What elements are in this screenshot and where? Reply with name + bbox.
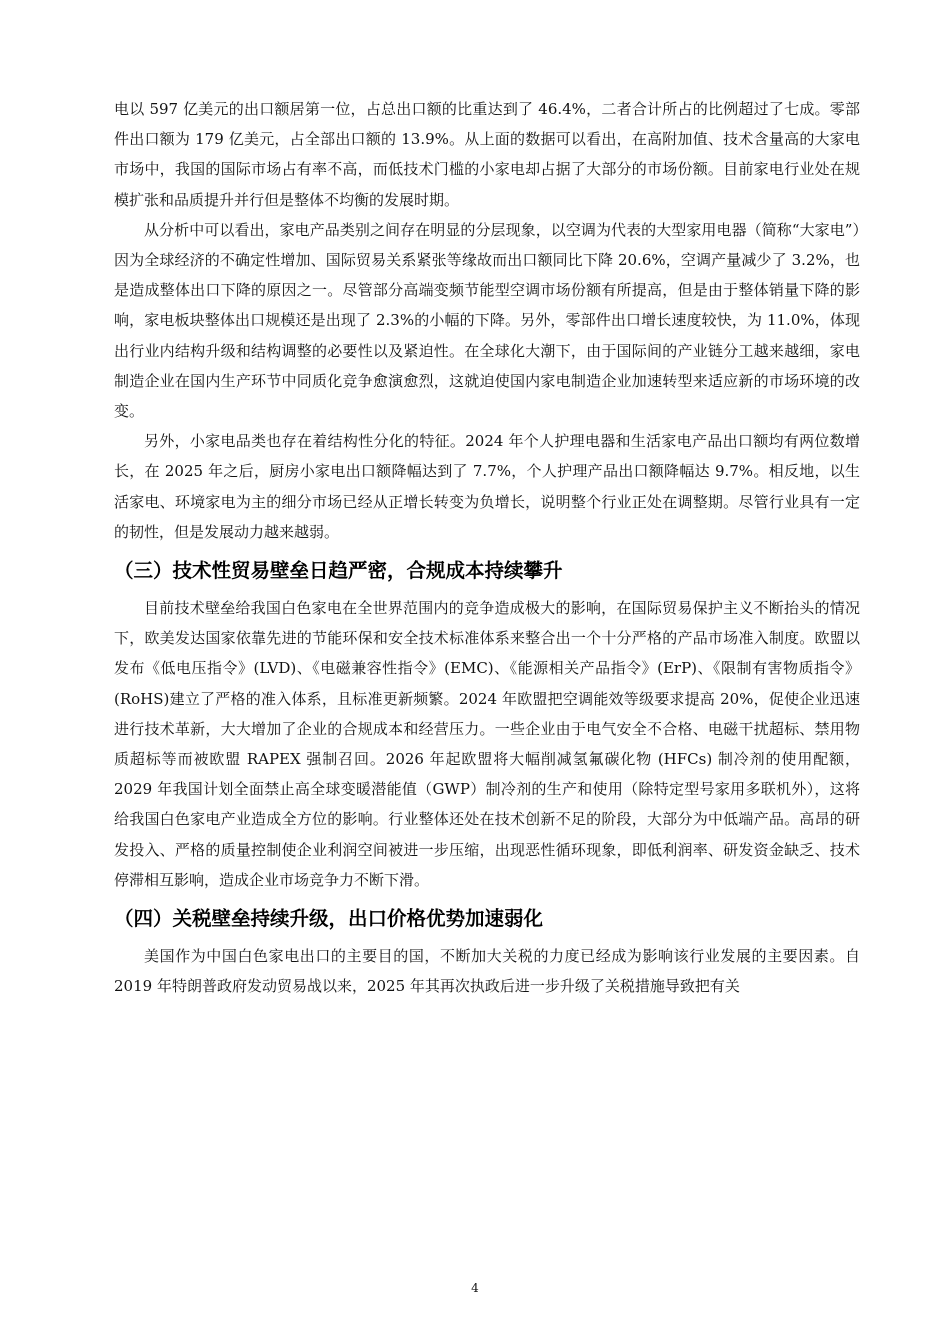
paragraph-appliance-stratification: 从分析中可以看出，家电产品类别之间存在明显的分层现象，以空调为代表的大型家用电器（简称“大家电”）因为全球经济的不确定性增加、国际贸易关系紧张等缘故而出口额同比下降 20.6%，空调产量减少了 3.2%，也是造成整体出口下降的原因之一。尽管部分高端变频节能型空调市场份额有所提高，但是由于整体销量下降的影响，家电板块整体出口规模还是出现了 2.3%的小幅的下降。另外，零部件出口增长速度较快，为 11.0%，体现出行业内结构升级和结构调整的必要性以及紧迫性。在全球化大潮下，由于国际间的产业链分工越来越细，家电制造企业在国内生产环节中同质化竞争愈演愈烈，这就迫使国内家电制造企业加速转型来适应新的市场环境的改变。 <box>114 220 860 421</box>
paragraph-technical-barriers: 目前技术壁垒给我国白色家电在全世界范围内的竞争造成极大的影响，在国际贸易保护主义不断抬头的情况下，欧美发达国家依靠先进的节能环保和安全技术标准体系来整合出一个十分严格的产品市场准入制度。欧盟以发布《低电压指令》(LVD)、《电磁兼容性指令》(EMC)、《能源相关产品指令》(ErP)、《限制有害物质指令》(RoHS)建立了严格的准入体系，且标准更新频繁。2024 年欧盟把空调能效等级要求提高 20%，促使企业迅速进行技术革新，大大增加了企业的合规成本和经营压力。一些企业由于电气安全不合格、电磁干扰超标、禁用物质超标等而被欧盟 RAPEX 强制召回。2026 年起欧盟将大幅削减氢氟碳化物 (HFCs) 制冷剂的使用配额，2029 年我国计划全面禁止高全球变暖潜能值（GWP）制冷剂的生产和使用（除特定型号家用多联机外），这将给我国白色家电产业造成全方位的影响。行业整体还处在技术创新不足的阶段，大部分为中低端产品。高昂的研发投入、严格的质量控制使企业利润空间被进一步压缩，出现恶性循环现象，即低利润率、研发资金缺乏、技术停滞相互影响，造成企业市场竞争力不断下滑。 <box>114 599 860 889</box>
page-number: 4 <box>471 1281 479 1295</box>
page-content <box>114 94 860 1001</box>
paragraph-tariff-barriers: 美国作为中国白色家电出口的主要目的国，不断加大关税的力度已经成为影响该行业发展的主要因素。自 2019 年特朗普政府发动贸易战以来，2025 年其再次执政后进一步升级了关税措施导致把有关 <box>114 947 860 996</box>
paragraph-small-appliance-divergence: 另外，小家电品类也存在着结构性分化的特征。2024 年个人护理电器和生活家电产品出口额均有两位数增长，在 2025 年之后，厨房小家电出口额降幅达到了 7.7%，个人护理产品出口额降幅达 9.7%。相反地，以生活家电、环境家电为主的细分市场已经从正增长转变为负增长，说明整个行业正处在调整期。尽管行业具有一定的韧性，但是发展动力越来越弱。 <box>114 432 860 541</box>
section-heading-technical-barriers: （三）技术性贸易壁垒日趋严密，合规成本持续攀升 <box>114 559 563 583</box>
section-heading-tariff-barriers: （四）关税壁垒持续升级，出口价格优势加速弱化 <box>114 907 544 931</box>
paragraph-continued: 电以 597 亿美元的出口额居第一位，占总出口额的比重达到了 46.4%，二者合计所占的比例超过了七成。零部件出口额为 179 亿美元，占全部出口额的 13.9%。从上面的数据可以看出，在高附加值、技术含量高的大家电市场中，我国的国际市场占有率不高，而低技术门槛的小家电却占据了大部分的市场份额。目前家电行业处在规模扩张和品质提升并行但是整体不均衡的发展时期。 <box>114 100 860 209</box>
